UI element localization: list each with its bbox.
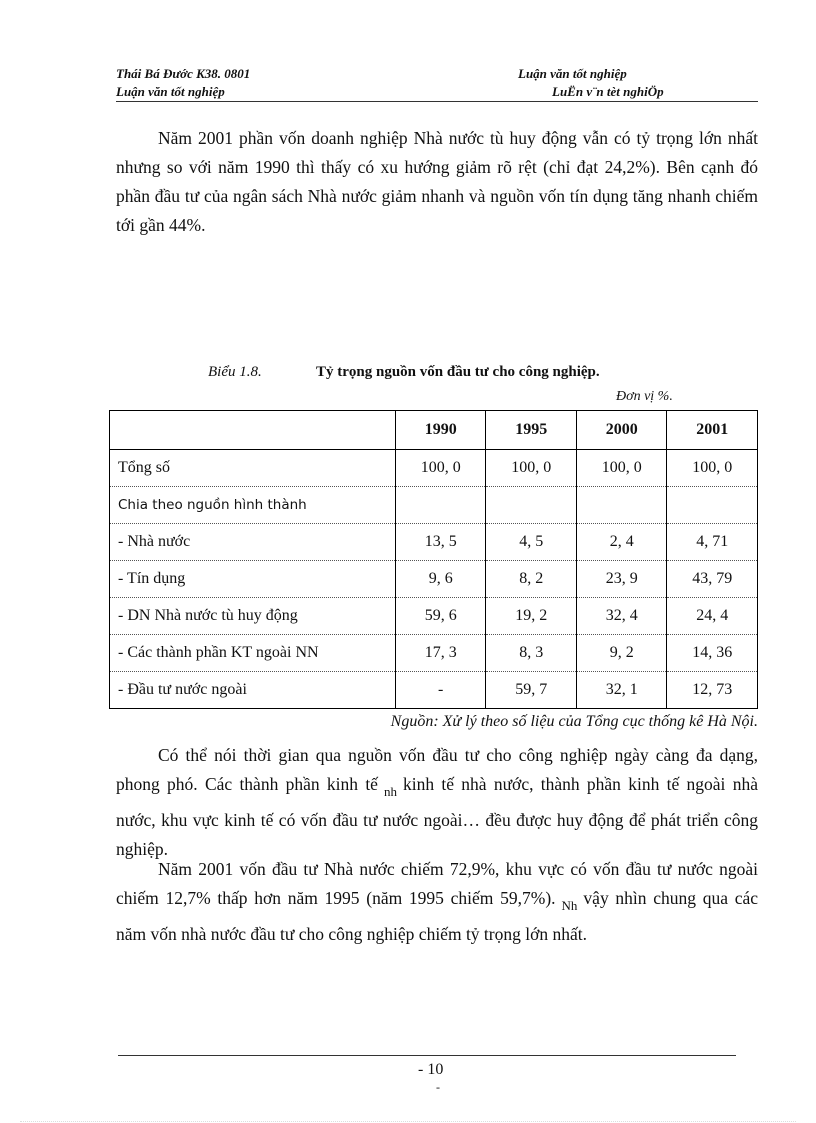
table-cell: 24, 4: [667, 598, 758, 635]
table-cell: 2, 4: [576, 524, 667, 561]
table-cell: 12, 73: [667, 672, 758, 709]
table-cell: 100, 0: [395, 450, 486, 487]
table-row: [110, 635, 758, 672]
header-cell-2000: 2000: [576, 411, 667, 450]
paragraph-3: [116, 855, 758, 949]
header-thesis-title: Luận văn tốt nghiệp: [518, 66, 627, 81]
page-bottom-dotted-rule: [20, 1121, 796, 1122]
table-row: [110, 561, 758, 598]
header-cell-1990: 1990: [395, 411, 486, 450]
table-cell: [576, 487, 667, 524]
caption-title: Tỷ trọng nguồn vốn đầu tư cho công nghiệp.: [316, 364, 600, 380]
caption-label: Biểu 1.8.: [208, 364, 262, 380]
paragraph-3-text-a: Năm 2001 vốn đầu tư Nhà nước chiếm 72,9%, khu vực có vốn đầu tư nước ngoài chiếm 12,7% thấp hơn năm 1995 (năm 1995 chiếm 59,7%).: [116, 859, 758, 908]
table-cell: [395, 487, 486, 524]
table-cell: 9, 6: [395, 561, 486, 598]
header-cell-1995: 1995: [486, 411, 577, 450]
running-header-line-2: [116, 84, 758, 102]
table-row: [110, 524, 758, 561]
table-cell: 100, 0: [667, 450, 758, 487]
table-row: [110, 598, 758, 635]
table-cell: 23, 9: [576, 561, 667, 598]
table-unit: Đơn vị %.: [616, 389, 673, 404]
row-label: - Đầu tư nước ngoài: [110, 672, 396, 709]
table-cell: 59, 6: [395, 598, 486, 635]
table-cell: 14, 36: [667, 635, 758, 672]
table-cell: -: [395, 672, 486, 709]
table-cell: 59, 7: [486, 672, 577, 709]
table-row: [110, 450, 758, 487]
footer-rule: [118, 1055, 736, 1056]
paragraph-3-stray-mark: Nh: [561, 898, 578, 913]
header-cell-2001: 2001: [667, 411, 758, 450]
table-row: [110, 672, 758, 709]
row-label: Tổng số: [110, 450, 396, 487]
table-cell: 100, 0: [576, 450, 667, 487]
header-thesis-title-left: Luận văn tốt nghiệp: [116, 84, 225, 99]
paragraph-2: [116, 741, 758, 864]
table-cell: [667, 487, 758, 524]
paragraph-1: Năm 2001 phần vốn doanh nghiệp Nhà nước tù huy động vẫn có tỷ trọng lớn nhất nhưng so với năm 1990 thì thấy có xu hướng giảm rõ rệt (chỉ đạt 24,2%). Bên cạnh đó phần đầu tư của ngân sách Nhà nước giảm nhanh và nguồn vốn tín dụng tăng nhanh chiếm tới gần 44%.: [116, 128, 758, 235]
table-cell: 13, 5: [395, 524, 486, 561]
table-cell: 43, 79: [667, 561, 758, 598]
paragraph-2-text-b: kinh tế nhà nước, thành phần kinh tế ngoài nhà nước, khu vực kinh tế có vốn đầu tư nước ngoài… đều được huy động để phát triển công nghiệp.: [116, 774, 758, 859]
table-cell: 8, 2: [486, 561, 577, 598]
paragraph-2-text-a: Có thể nói thời gian qua nguồn vốn đầu tư cho công nghiệp ngày càng đa dạng, phong phó. Các thành phần kinh tế: [116, 745, 758, 794]
table-caption: [208, 364, 600, 381]
table-cell: 4, 71: [667, 524, 758, 561]
header-cell-blank: [110, 411, 396, 450]
table-cell: [486, 487, 577, 524]
table-cell: 32, 4: [576, 598, 667, 635]
table-cell: 9, 2: [576, 635, 667, 672]
table-cell: 4, 5: [486, 524, 577, 561]
table-cell: 100, 0: [486, 450, 577, 487]
table-row: [110, 487, 758, 524]
row-label: - Các thành phần KT ngoài NN: [110, 635, 396, 672]
row-label: - Nhà nước: [110, 524, 396, 561]
table-cell: 8, 3: [486, 635, 577, 672]
row-label: - Tín dụng: [110, 561, 396, 598]
paragraph-2-stray-mark: nh: [383, 784, 397, 799]
header-thesis-title-garbled: LuËn v¨n tèt nghiÖp: [552, 84, 664, 99]
paragraph-3-text-b: vậy nhìn chung qua các năm vốn nhà nước đầu tư cho công nghiệp chiếm tỷ trọng lớn nhất.: [116, 888, 758, 944]
table-source-note: Nguồn: Xử lý theo số liệu của Tổng cục thống kê Hà Nội.: [390, 713, 758, 730]
table-cell: 17, 3: [395, 635, 486, 672]
page-number-dash: -: [436, 1080, 440, 1094]
author-name: Thái Bá Đước K38. 0801: [116, 66, 251, 81]
page-number: - 10: [418, 1061, 444, 1078]
investment-share-table: [109, 410, 758, 709]
table-cell: 19, 2: [486, 598, 577, 635]
running-header-line-1: [116, 66, 758, 82]
table-cell: 32, 1: [576, 672, 667, 709]
row-label: - DN Nhà nước tù huy động: [110, 598, 396, 635]
row-label: Chia theo nguồn hình thành: [110, 487, 396, 524]
table-header-row: [110, 411, 758, 450]
